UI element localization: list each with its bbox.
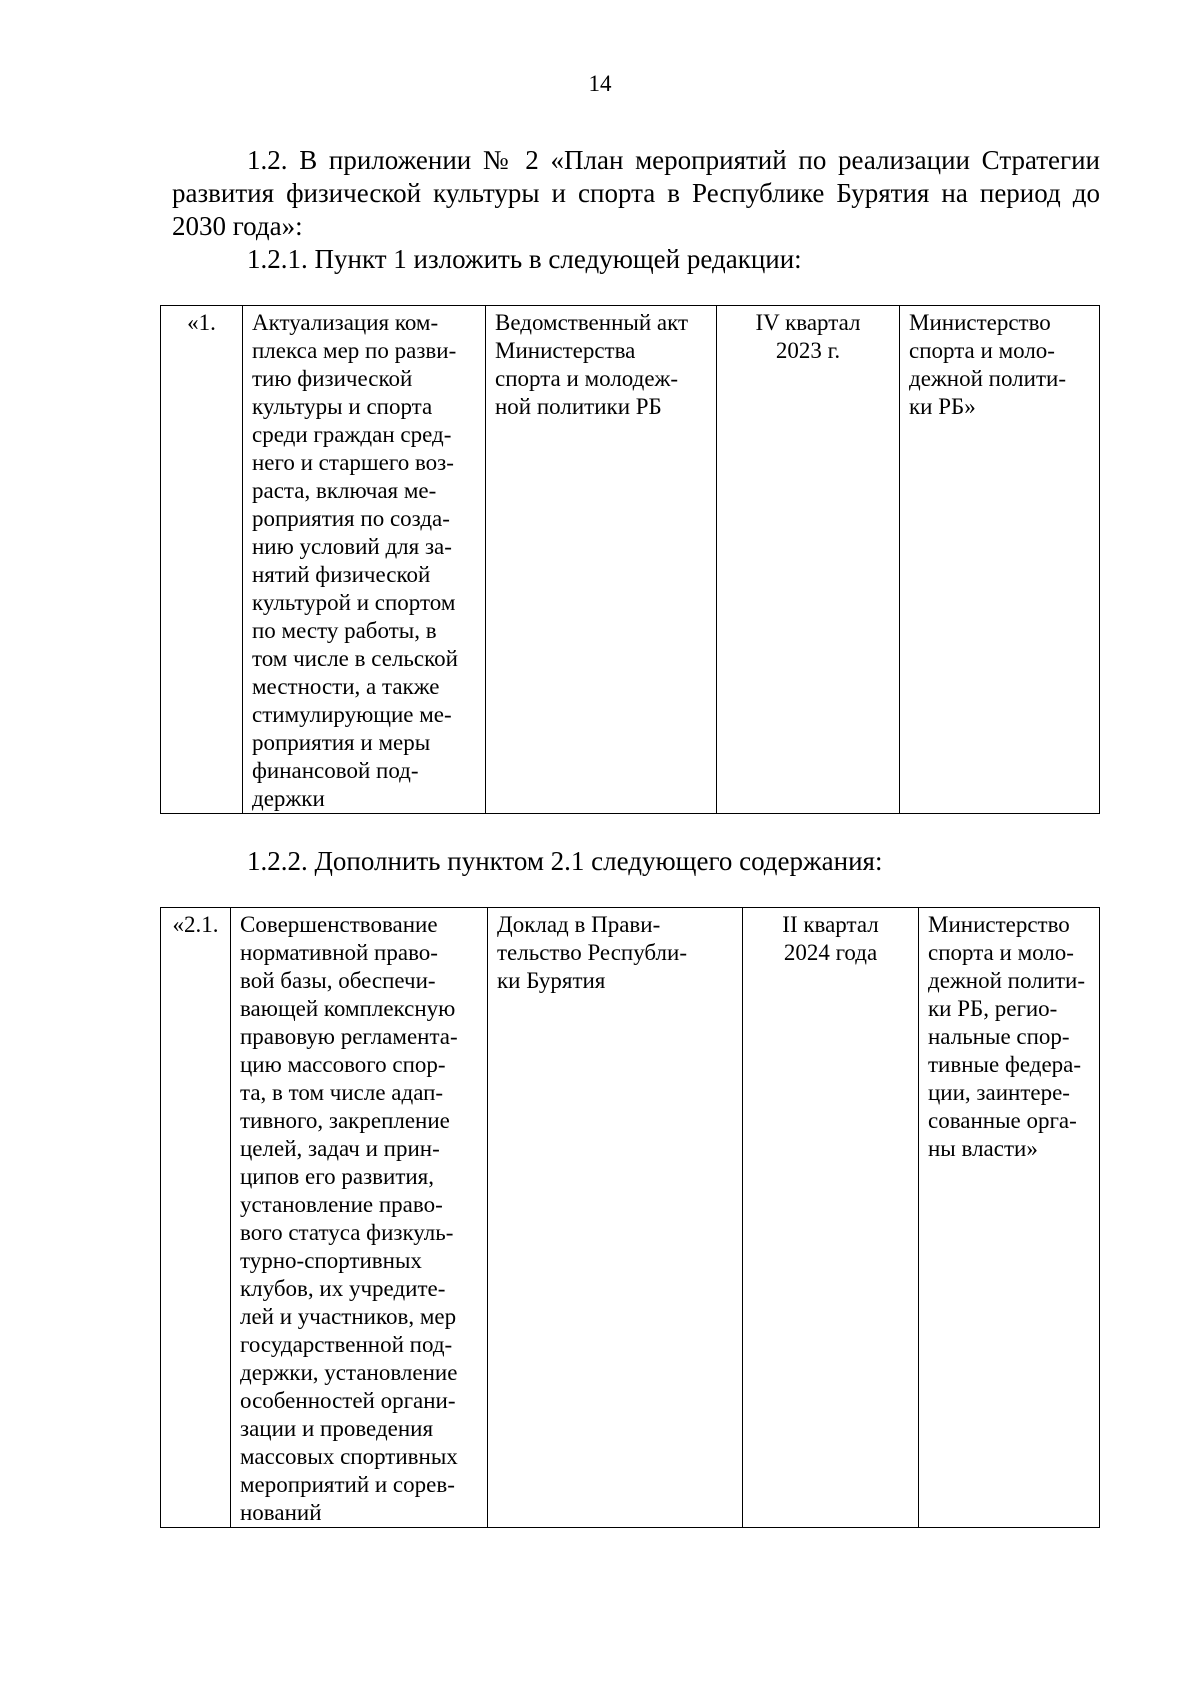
plan-table-item-1 xyxy=(160,305,1100,814)
document-cell: Доклад в Прави- тельство Республи- ки Бурятия xyxy=(488,908,743,1528)
page-number: 14 xyxy=(588,71,612,96)
deadline-cell: IV квартал 2023 г. xyxy=(717,306,900,814)
subpoint-1-2-2: 1.2.2. Дополнить пунктом 2.1 следующего содержания: xyxy=(247,846,883,876)
activity-cell: Совершенствование нормативной право- вой базы, обеспечи- вающей комплексную правовую регламента- цию массового спор- та, в том числе адап- тивного, закрепление целей, задач и прин- ципов его развития, установление право- вого статуса физкуль- турно-спортивных клубов, их учредите- лей и участников, мер государственной под- держки, установление особенностей органи- зации и проведения массовых спортивных мероприятий и сорев- нований xyxy=(231,908,488,1528)
subpoint-1-2-1: 1.2.1. Пункт 1 изложить в следующей редакции: xyxy=(247,244,802,274)
document-cell: Ведомственный акт Министерства спорта и молодеж- ной политики РБ xyxy=(486,306,717,814)
activity-cell: Актуализация ком- плекса мер по разви- тию физической культуры и спорта среди граждан сред- него и старшего воз- раста, включая ме- роприятия по созда- нию условий для за- нятий физической культурой и спортом по месту работы, в том числе в сельской местности, а также стимулирующие ме- роприятия и меры финансовой под- держки xyxy=(243,306,486,814)
deadline-cell: II квартал 2024 года xyxy=(743,908,919,1528)
item-number: «2.1. xyxy=(161,908,231,1528)
intro-paragraph: 1.2. В приложении № 2 «План мероприятий по реализации Стратегии развития физической культуры и спорта в Республике Бурятия на период до 2030 года»: xyxy=(172,145,1100,241)
responsible-cell: Министерство спорта и моло- дежной полити- ки РБ» xyxy=(900,306,1100,814)
responsible-cell: Министерство спорта и моло- дежной полити- ки РБ, регио- нальные спор- тивные федера- ции, заинтере- сованные орга- ны власти» xyxy=(919,908,1100,1528)
plan-table-item-2-1 xyxy=(160,907,1100,1528)
table-row xyxy=(161,908,1100,1528)
item-number: «1. xyxy=(161,306,243,814)
table-row xyxy=(161,306,1100,814)
